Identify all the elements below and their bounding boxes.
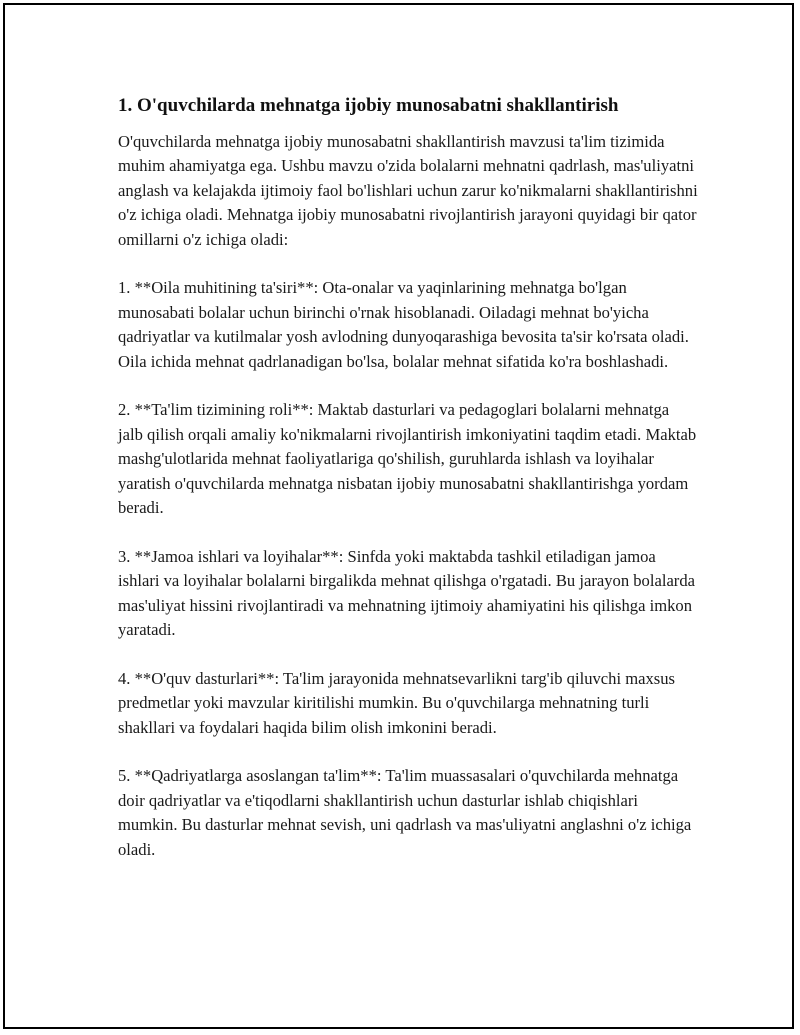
paragraph-family-environment: 1. **Oila muhitining ta'siri**: Ota-onalar va yaqinlarining mehnatga bo'lgan munosabati bolalar uchun birinchi o'rnak hisoblanadi. Oiladagi mehnat bo'yicha qadriyatlar va kutilmalar yosh avlodning dunyoqarashiga bevosita ta'sir ko'rsata oladi. Oila ichida mehnat qadrlanadigan bo'lsa, bolalar mehnat sifatida ko'ra boshlashadi. [118, 278, 689, 371]
paragraph-education-system: 2. **Ta'lim tizimining roli**: Maktab dasturlari va pedagoglari bolalarni mehnatga jalb qilish orqali amaliy ko'nikmalarni rivojlantirish imkoniyatini taqdim etadi. Maktab mashg'ulotlarida mehnat faoliyatlariga qo'shilish, guruhlarda ishlash va loyihalar yaratish o'quvchilarda mehnatga nisbatan ijobiy munosabatni shakllantirishga yordam beradi. [118, 400, 697, 518]
document-title: 1. O'quvchilarda mehnatga ijobiy munosabatni shakllantirish [118, 95, 619, 116]
paragraph-curricula: 4. **O'quv dasturlari**: Ta'lim jarayonida mehnatsevarlikni targ'ib qiluvchi maxsus predmetlar yoki mavzular kiritilishi mumkin. Bu o'quvchilarga mehnatning turli shakllari va foydalari haqida bilim olish imkonini beradi. [118, 668, 675, 737]
intro-paragraph: O'quvchilarda mehnatga ijobiy munosabatni shakllantirish mavzusi ta'lim tizimida muhim ahamiyatga ega. Ushbu mavzu o'zida bolalarni mehnatni qadrlash, mas'uliyatni anglash va kelajakda ijtimoiy faol bo'lishlari uchun zarur ko'nikmalarni shakllantirishni o'z ichiga oladi. Mehnatga ijobiy munosabatni rivojlantirish jarayoni quyidagi bir qator omillarni o'z ichiga oladi: [118, 132, 698, 249]
paragraph-team-projects: 3. **Jamoa ishlari va loyihalar**: Sinfda yoki maktabda tashkil etiladigan jamoa ishlari va loyihalar bolalarni birgalikda mehnat qilishga o'rgatadi. Bu jarayon bolalarda mas'uliyat hissini rivojlantiradi va mehnatning ijtimoiy ahamiyatini his qilishga imkon yaratadi. [118, 546, 695, 640]
paragraph-values-education: 5. **Qadriyatlarga asoslangan ta'lim**: Ta'lim muassasalari o'quvchilarda mehnatga doir qadriyatlar va e'tiqodlarni shakllantirish uchun dasturlar ishlab chiqishlari mumkin. Bu dasturlar mehnat sevish, uni qadrlash va mas'uliyatni anglashni o'z ichiga oladi. [118, 766, 692, 859]
document-body [118, 93, 698, 862]
